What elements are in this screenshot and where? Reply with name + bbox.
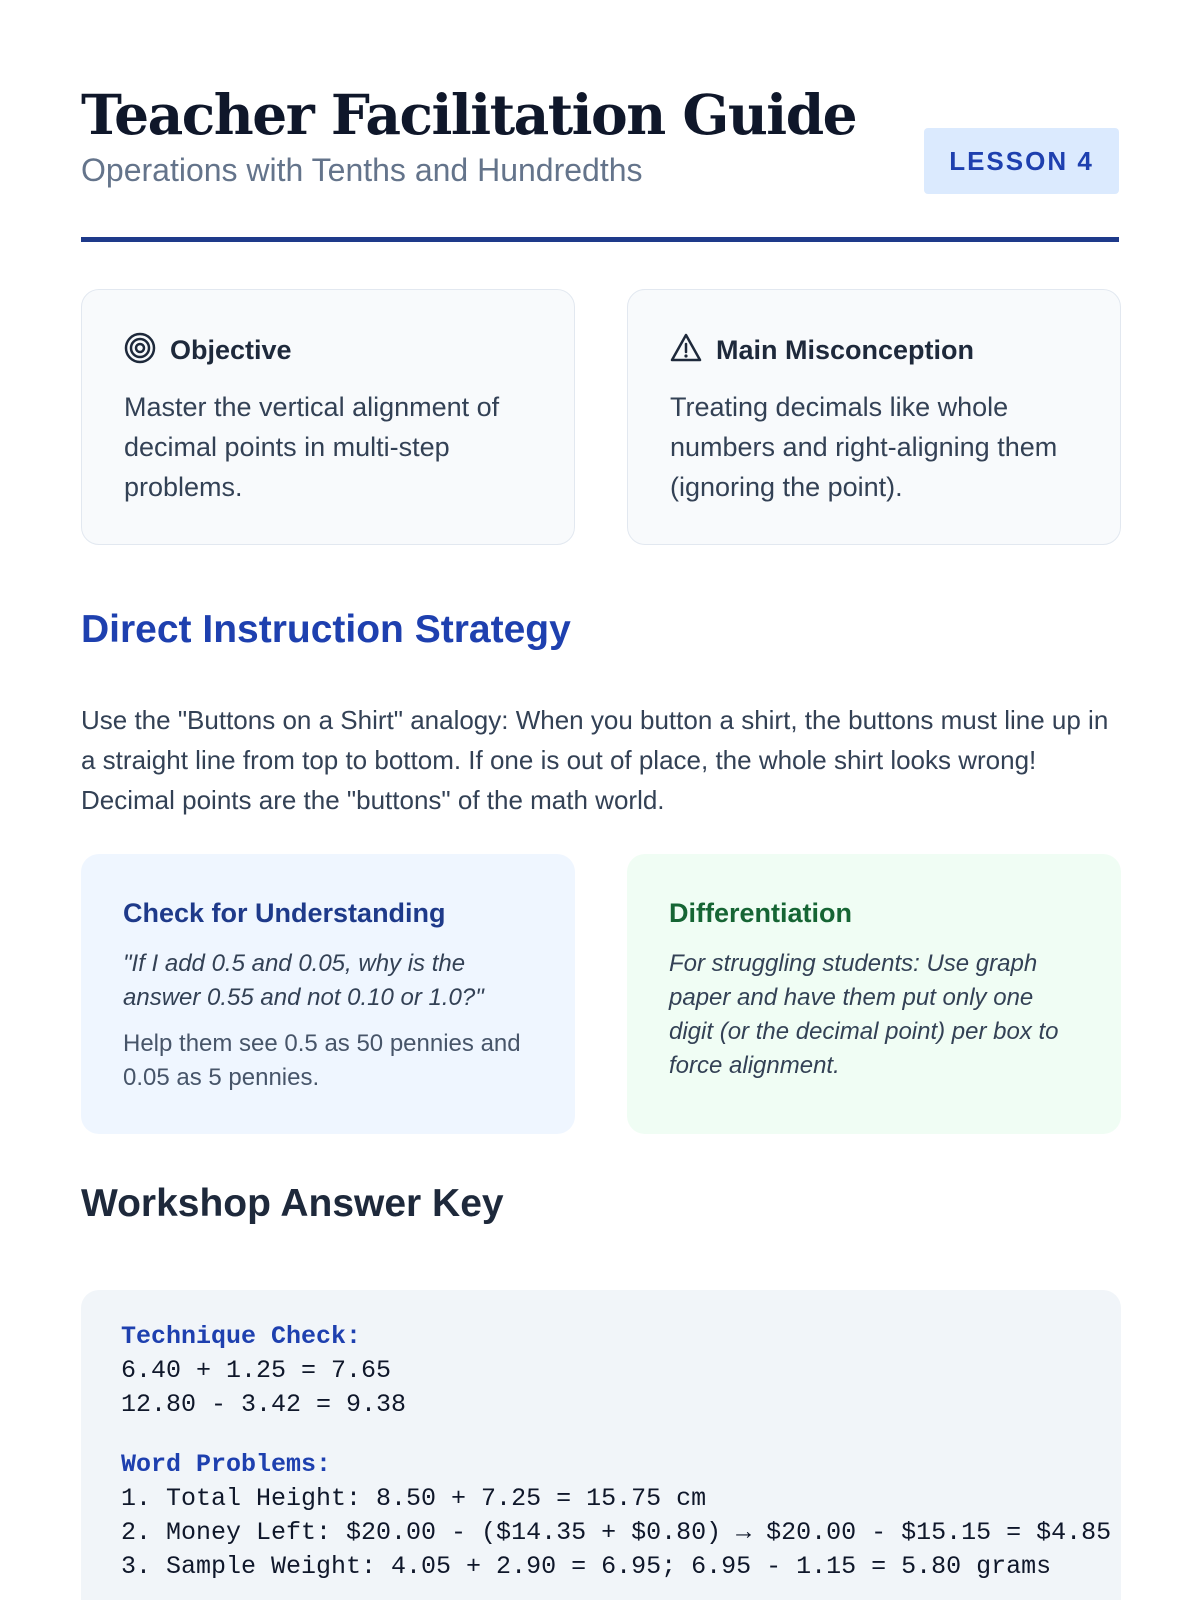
spacer bbox=[121, 1422, 1081, 1448]
answer-key-heading: Workshop Answer Key bbox=[81, 1182, 504, 1225]
direct-instruction-heading: Direct Instruction Strategy bbox=[81, 608, 571, 651]
misconception-header bbox=[670, 332, 1078, 369]
page-header bbox=[81, 0, 1119, 242]
page-subtitle: Operations with Tenths and Hundredths bbox=[81, 152, 643, 188]
word-problems-heading: Word Problems: bbox=[121, 1450, 332, 1479]
answer-line: 6.40 + 1.25 = 7.65 bbox=[121, 1356, 392, 1385]
check-understanding-card bbox=[81, 854, 575, 1134]
objective-title: Objective bbox=[170, 335, 292, 365]
misconception-text: Treating decimals like whole numbers and right-aligning them (ignoring the point). bbox=[670, 392, 1058, 502]
misconception-card bbox=[627, 289, 1121, 545]
objective-header bbox=[124, 332, 532, 369]
answer-line: 3. Sample Weight: 4.05 + 2.90 = 6.95; 6.95 - 1.15 = 5.80 grams bbox=[121, 1552, 1052, 1581]
differentiation-text: For struggling students: Use graph paper and have them put only one digit (or the decimal point) per box to force alignment. bbox=[669, 950, 1059, 1079]
overview-cards bbox=[81, 289, 1121, 545]
differentiation-title: Differentiation bbox=[669, 898, 853, 928]
check-understanding-quote: "If I add 0.5 and 0.05, why is the answer 0.55 and not 0.10 or 1.0?" bbox=[123, 950, 484, 1011]
differentiation-card bbox=[627, 854, 1121, 1134]
lesson-badge: LESSON 4 bbox=[924, 128, 1119, 194]
answer-line: 2. Money Left: $20.00 - ($14.35 + $0.80) → $20.00 - $15.15 = $4.85 bbox=[121, 1518, 1112, 1547]
warning-triangle-icon bbox=[670, 332, 702, 369]
misconception-title: Main Misconception bbox=[716, 335, 975, 365]
objective-text: Master the vertical alignment of decimal points in multi-step problems. bbox=[124, 392, 500, 502]
technique-check-heading: Technique Check: bbox=[121, 1322, 362, 1351]
objective-card bbox=[81, 289, 575, 545]
answer-line: 1. Total Height: 8.50 + 7.25 = 15.75 cm bbox=[121, 1484, 707, 1513]
check-understanding-note: Help them see 0.5 as 50 pennies and 0.05 as 5 pennies. bbox=[123, 1030, 521, 1091]
direct-instruction-text: Use the "Buttons on a Shirt" analogy: When you button a shirt, the buttons must line up in a straight line from top to bottom. If one is out of place, the whole shirt looks wrong! Decimal points are the "buttons" of the math world. bbox=[81, 705, 1109, 815]
page-title: Teacher Facilitation Guide bbox=[81, 82, 857, 147]
target-icon bbox=[124, 332, 156, 369]
strategy-cards bbox=[81, 854, 1121, 1134]
check-understanding-title: Check for Understanding bbox=[123, 898, 446, 928]
answer-line: 12.80 - 3.42 = 9.38 bbox=[121, 1390, 407, 1419]
answer-key-box bbox=[81, 1290, 1121, 1600]
